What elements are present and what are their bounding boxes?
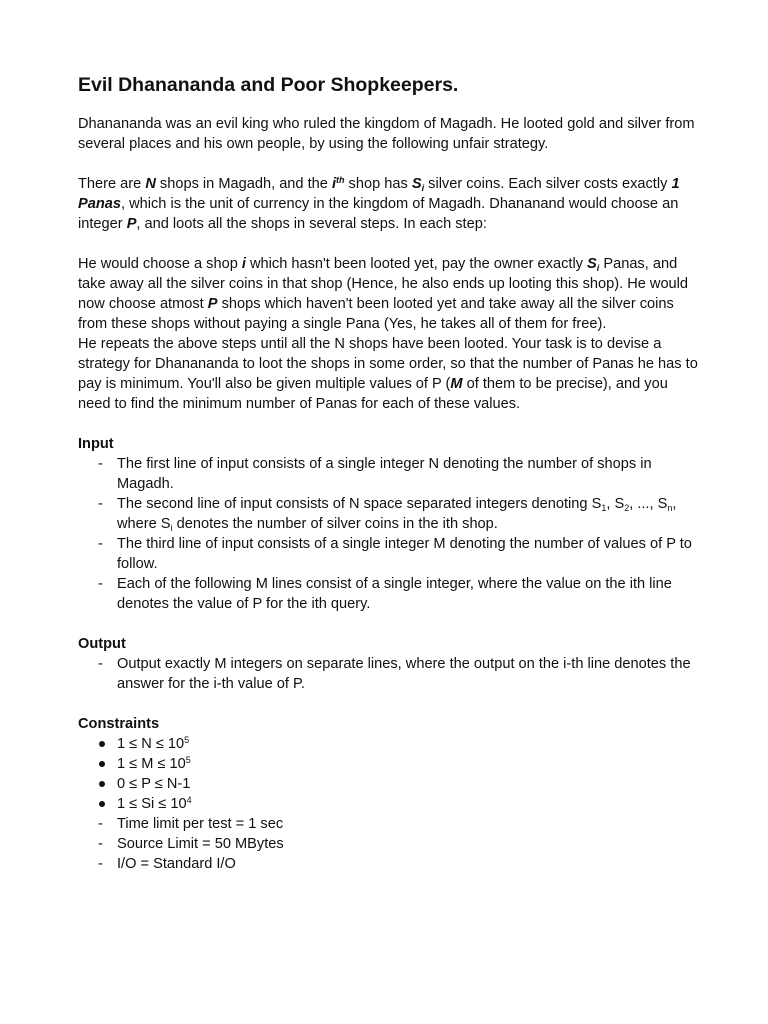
var-i: i (241, 256, 246, 272)
superscript: 5 (185, 755, 191, 765)
list-item-text: Time limit per test = 1 sec (117, 816, 284, 832)
bullet-icon (99, 801, 105, 807)
text: , and loots all the shops in several steps. In each step: (136, 216, 487, 232)
text: 1 ≤ N ≤ 10 (117, 736, 185, 752)
subscript: 2 (624, 503, 630, 513)
text: , which is the unit of currency in the kingdom of Magadh. Dhananand would choose an integer (78, 196, 679, 232)
superscript: 5 (184, 735, 190, 745)
step-paragraph (78, 254, 700, 334)
text: shops in Magadh, and the (155, 176, 332, 192)
list-item (78, 754, 700, 774)
text: , ..., S (629, 496, 668, 512)
var-n: N (145, 176, 156, 192)
input-heading: Input (78, 436, 114, 452)
constraints-list (78, 734, 700, 874)
list-item (78, 734, 700, 754)
list-item (78, 574, 700, 614)
text: 1 ≤ M ≤ 10 (117, 756, 186, 772)
var-p: P (126, 216, 137, 232)
superscript-th: th (336, 175, 345, 185)
subscript: 1 (601, 503, 607, 513)
var-i: i (331, 176, 336, 192)
var-s: S (411, 176, 422, 192)
list-item (78, 534, 700, 574)
list-item (78, 854, 700, 874)
dash-marker: - (98, 536, 103, 552)
dash-marker: - (98, 456, 103, 472)
list-item-text: Each of the following M lines consist of a single integer, where the value on the ith line denotes the value of P for the ith query. (117, 576, 672, 612)
text: 1 ≤ Si ≤ 10 (117, 796, 187, 812)
bullet-icon (99, 761, 105, 767)
list-item-text: 0 ≤ P ≤ N-1 (117, 776, 191, 792)
text: Panas, and take away all the silver coins in that shop (Hence, he also ends up looting this shop). He would now choose atmost (78, 256, 689, 312)
list-item (78, 454, 700, 494)
list-item (78, 774, 700, 794)
list-item (78, 494, 700, 534)
dash-marker: - (98, 856, 103, 872)
list-item-text: Output exactly M integers on separate lines, where the output on the i-th line denotes the answer for the i-th value of P. (117, 656, 691, 692)
subscript-i: i (596, 263, 600, 273)
repeat-paragraph (78, 334, 700, 414)
dash-marker: - (98, 496, 103, 512)
bullet-icon (99, 741, 105, 747)
text: of them to be precise), and you need to find the minimum number of Panas for each of these values. (78, 376, 668, 412)
panas-emphasis: 1 Panas (78, 176, 680, 212)
output-heading: Output (78, 636, 126, 652)
setup-paragraph (78, 174, 700, 234)
document-content (78, 72, 700, 894)
text: silver coins. Each silver costs exactly (424, 176, 672, 192)
list-item (78, 654, 700, 694)
list-item-text: The first line of input consists of a single integer N denoting the number of shops in Magadh. (117, 456, 652, 492)
dash-marker: - (98, 816, 103, 832)
dash-marker: - (98, 576, 103, 592)
text: denotes the number of silver coins in the ith shop. (172, 516, 498, 532)
text: shop has (344, 176, 412, 192)
var-p: P (207, 296, 218, 312)
text: shops which haven't been looted yet and take away all the silver coins from these shops without paying a single Pana (Yes, he takes all of them for free). (78, 296, 674, 332)
output-list (78, 654, 700, 694)
bullet-icon (99, 781, 105, 787)
text: which hasn't been looted yet, pay the owner exactly (245, 256, 588, 272)
subscript: n (667, 503, 673, 513)
text: There are (78, 176, 146, 192)
superscript: 4 (186, 795, 192, 805)
text: , where S (117, 496, 677, 532)
intro-paragraph: Dhanananda was an evil king who ruled the kingdom of Magadh. He looted gold and silver from several places and his own people, by using the following unfair strategy. (78, 116, 695, 152)
list-item (78, 794, 700, 814)
text: He would choose a shop (78, 256, 242, 272)
list-item-text: I/O = Standard I/O (117, 856, 236, 872)
subscript: i (170, 523, 173, 533)
text: He repeats the above steps until all the N shops have been looted. Your task is to devise a strategy for Dhanananda to loot the shops in some order, so that the number of Panas he has to pay is minimum. You'll also be given multiple values of P ( (78, 336, 698, 392)
subscript-i: i (421, 183, 425, 193)
text: , S (606, 496, 625, 512)
list-item (78, 814, 700, 834)
dash-marker: - (98, 836, 103, 852)
var-s: S (587, 256, 597, 272)
var-m: M (450, 376, 463, 392)
text: The second line of input consists of N space separated integers denoting S (117, 496, 602, 512)
document-title: Evil Dhanananda and Poor Shopkeepers. (78, 74, 459, 96)
list-item (78, 834, 700, 854)
list-item-text: Source Limit = 50 MBytes (117, 836, 284, 852)
dash-marker: - (98, 656, 103, 672)
input-list (78, 454, 700, 614)
list-item-text: The third line of input consists of a single integer M denoting the number of values of P to follow. (117, 536, 692, 572)
constraints-heading: Constraints (78, 716, 160, 732)
